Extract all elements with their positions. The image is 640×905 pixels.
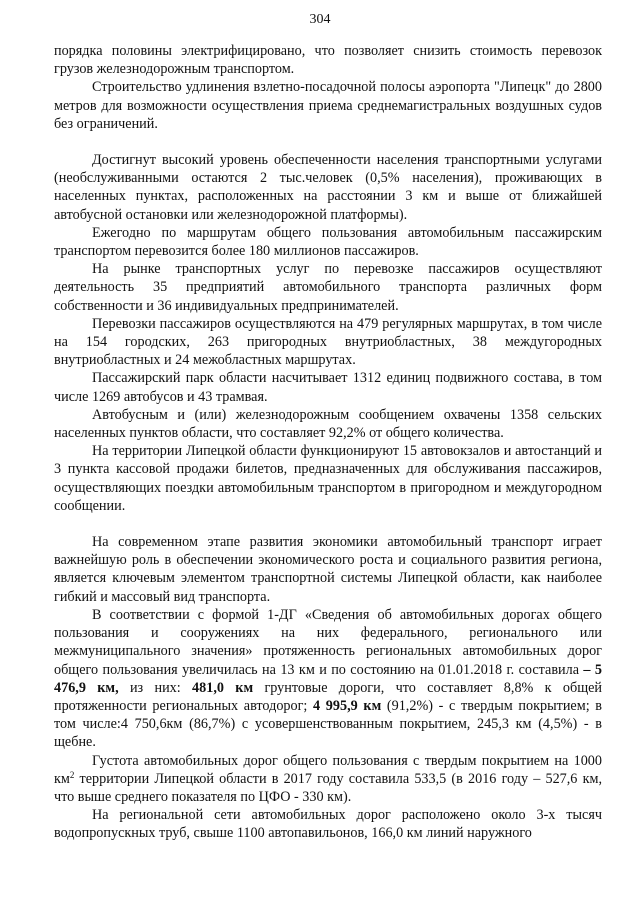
document-body <box>54 42 602 843</box>
paragraph-bus-stations: На территории Липецкой области функционируют 15 автовокзалов и автостанций и 3 пункта кассовой продажи билетов, предназначенных для обслуживания пассажиров, осуществляющих поездки автомобильным транспортом в пригородном и междугородном сообщении. <box>54 443 602 514</box>
road-length-paved: 4 995,9 км <box>313 697 382 714</box>
road-length-unpaved: 481,0 км <box>192 679 254 696</box>
paragraph-fleet: Пассажирский парк области насчитывает 1312 единиц подвижного состава, в том числе 1269 автобусов и 43 трамвая. <box>54 370 602 405</box>
paragraph-gap <box>54 133 602 151</box>
road-length-text: (91,2%) - с твердым покрытием; в том числе:4 750,6км (86,7%) с усовершенствованным покрытием, 245,3 км (4,5%) - в щебне. <box>54 697 603 751</box>
road-density-text: Густота автомобильных дорог общего пользования с твердым покрытием на 1000 км <box>54 752 602 787</box>
paragraph-transport-coverage: Достигнут высокий уровень обеспеченности населения транспортными услугами (необслуживанными остаются 2 тыс.человек (0,5% населения), проживающих в населенных пунктах, расположенных на расстоянии 3 км и выше от ближайшей автобусной остановки или железнодорожной платформы). <box>54 152 602 223</box>
paragraph-gap <box>54 515 602 533</box>
road-length-text: грунтовые дороги, что составляет 8,8% к общей протяженности региональных автодорог; <box>54 679 603 714</box>
paragraph-passengers: Ежегодно по маршрутам общего пользования автомобильным пассажирским транспортом перевозится более 180 миллионов пассажиров. <box>54 224 602 260</box>
road-length-text: В соответствии с формой 1-ДГ «Сведения об автомобильных дорогах общего пользования и сооружениях на них федерального, регионального или межмуниципального значения» протяженность региональных автомобильных дорог общего пользования увеличилась на 13 км и по состоянию на 01.01.2018 г. составила <box>54 606 602 678</box>
paragraph-road-density <box>54 752 602 807</box>
paragraph-market: На рынке транспортных услуг по перевозке пассажиров осуществляют деятельность 35 предприятий автомобильного транспорта различных форм собственности и 36 индивидуальных предпринимателей. <box>54 261 602 314</box>
paragraph-infrastructure: На региональной сети автомобильных дорог расположено около 3-х тысяч водопропускных труб, свыше 1100 автопавильонов, 166,0 км линий наружного <box>54 807 602 842</box>
road-length-total: – 5 476,9 км, <box>54 661 602 696</box>
paragraph-railway: порядка половины электрифицировано, что позволяет снизить стоимость перевозок грузов железнодорожным транспортом. <box>54 43 602 78</box>
road-density-text: территории Липецкой области в 2017 году составила 533,5 (в 2016 году – 527,6 км, что выше среднего показателя по ЦФО - 330 км). <box>54 770 602 805</box>
superscript: 2 <box>69 769 75 780</box>
paragraph-routes: Перевозки пассажиров осуществляются на 479 регулярных маршрутах, в том числе на 154 городских, 263 пригородных внутриобластных, 38 междугородных внутриобластных и 24 межобластных маршрутах. <box>54 315 602 369</box>
paragraph-road-transport-role: На современном этапе развития экономики автомобильный транспорт играет важнейшую роль в обеспечении экономического роста и социального развития региона, является ключевым элементом транспортной системы Липецкой области, как наиболее гибкий и массовый вид транспорта. <box>54 534 602 605</box>
paragraph-airport: Строительство удлинения взлетно-посадочной полосы аэропорта "Липецк" до 2800 метров для возможности осуществления приема среднемагистральных воздушных судов без ограничений. <box>54 79 602 132</box>
page-number: 304 <box>309 12 331 27</box>
road-length-text: из них: <box>118 679 193 696</box>
paragraph-rural-coverage: Автобусным и (или) железнодорожным сообщением охвачены 1358 сельских населенных пунктов области, что составляет 92,2% от общего количества. <box>54 406 602 442</box>
paragraph-road-length <box>54 606 602 752</box>
